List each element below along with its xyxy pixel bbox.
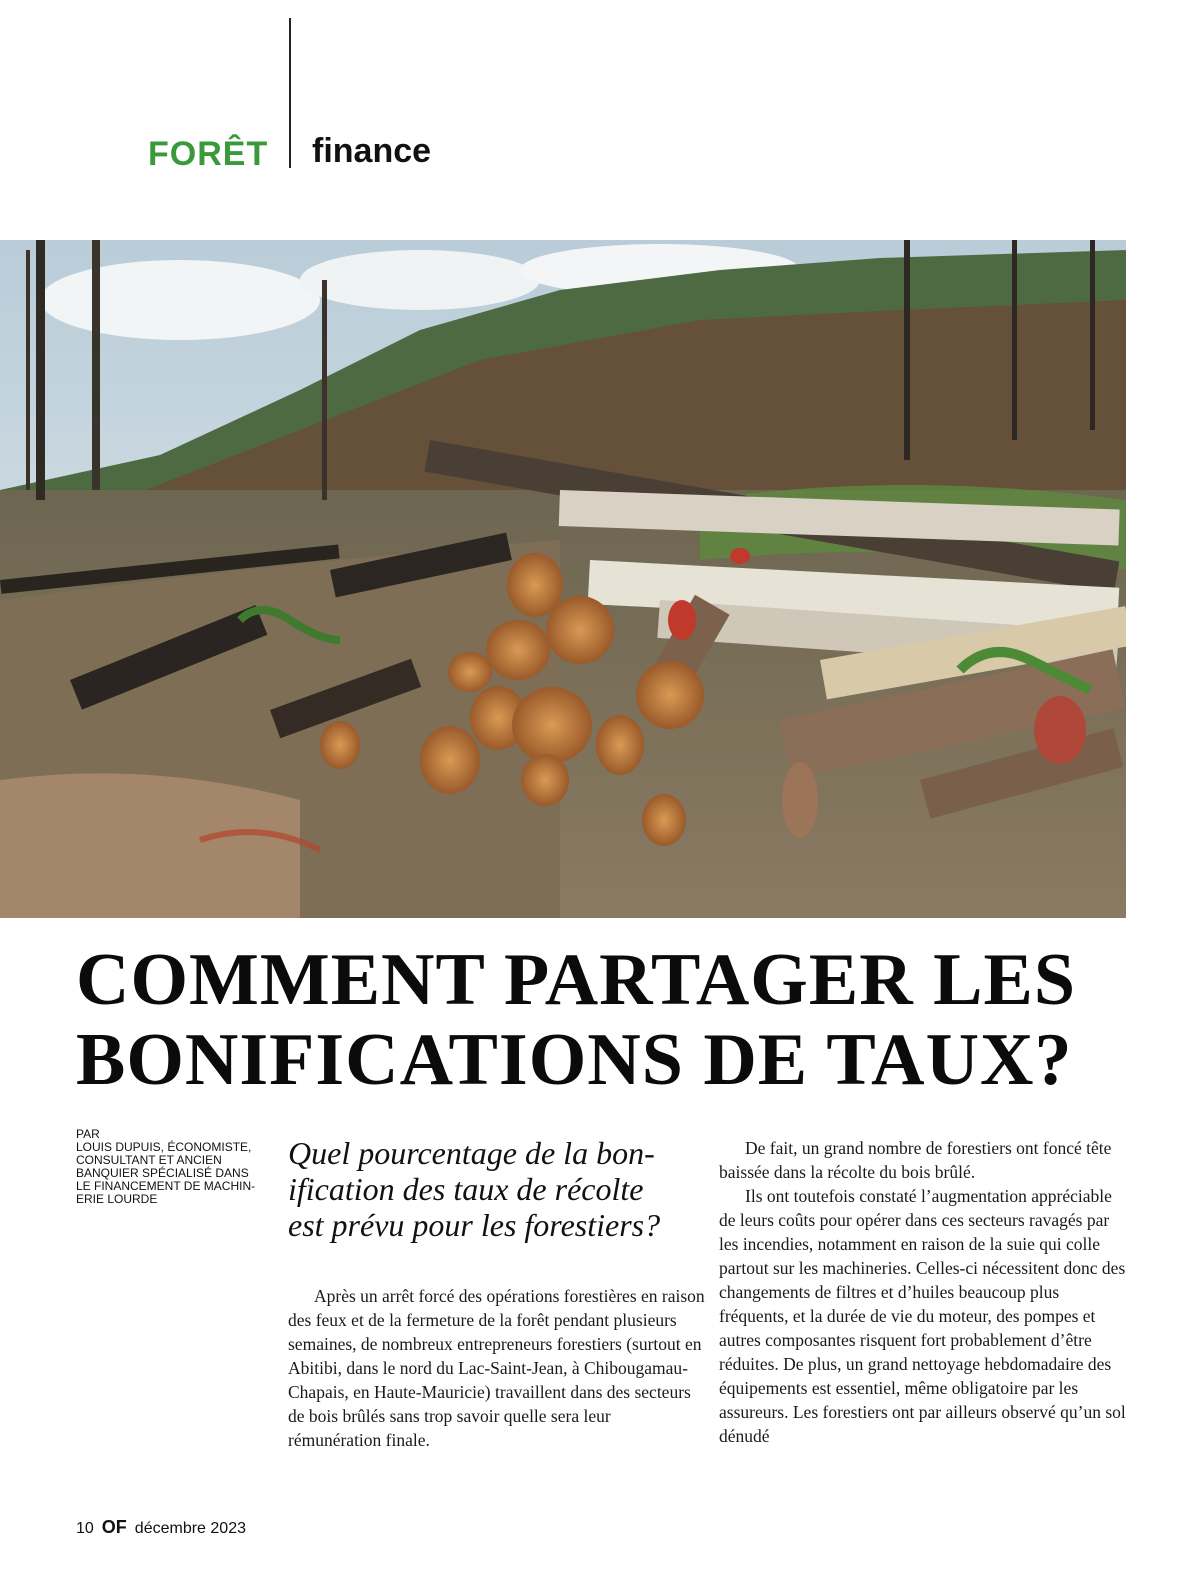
byline-line-4: LE FINANCEMENT DE MACHIN- [76, 1179, 256, 1193]
body-paragraph-3: Ils ont toutefois constaté l’augmentation appréciable de leurs coûts pour opérer dans ces secteurs ravagés par les incendies, notamment en raison de la suie qui colle partout sur les machineries. Celles-ci nécessitent donc des changements de filtres et d’huiles beaucoup plus fréquents, et la durée de vie du moteur, des pompes et autres composantes risquent fort probablement d’être réduites. De plus, un grand nettoyage hebdomadaire des équipements est essentiel, même obligatoire par les assureurs. Les forestiers ont par ailleurs observé qu’un sol dénudé [719, 1186, 1126, 1446]
deck-line-1: Quel pourcentage de la bon- [288, 1135, 655, 1171]
body-paragraph-2: De fait, un grand nombre de forestiers ont foncé tête baissée dans la récolte du bois brûlé. [719, 1138, 1112, 1182]
article-deck [288, 1135, 708, 1243]
byline-by: PAR [76, 1127, 100, 1141]
body-column-right [719, 1136, 1129, 1448]
byline-line-3: BANQUIER SPÉCIALISÉ DANS [76, 1166, 249, 1180]
byline-line-5: ERIE LOURDE [76, 1192, 158, 1206]
page-number: 10 [76, 1520, 94, 1537]
section-header [148, 132, 268, 176]
header-divider [289, 18, 291, 168]
byline [76, 1128, 276, 1206]
article-photo [0, 240, 1126, 918]
article-title-line-2: BONIFICATIONS DE TAUX? [76, 1019, 1073, 1101]
body-paragraph-1: Après un arrêt forcé des opérations forestières en raison des feux et de la fermeture de la forêt pendant plusieurs semaines, de nombreux entrepreneurs forestiers (surtout en Abitibi, dans le nord du Lac-Saint-Jean, à Chibougamau-Chapais, en Haute-Mauricie) travaillent dans des secteurs de bois brûlés sans trop savoir quelle sera leur rémunération finale. [288, 1286, 705, 1450]
section-name: FORÊT [148, 134, 269, 173]
article-title-line-1: COMMENT PARTAGER LES [76, 939, 1077, 1021]
magazine-logo: OF [101, 1517, 127, 1537]
section-subtitle: finance [312, 132, 432, 170]
issue-date: décembre 2023 [134, 1520, 246, 1537]
byline-line-1: LOUIS DUPUIS, ÉCONOMISTE, [76, 1140, 252, 1154]
deck-line-3: est prévu pour les forestiers? [288, 1207, 661, 1243]
body-column-middle [288, 1284, 706, 1452]
deck-line-2: ification des taux de récolte [288, 1171, 644, 1207]
article-title [76, 940, 1136, 1100]
byline-line-2: CONSULTANT ET ANCIEN [76, 1153, 222, 1167]
page-footer [76, 1517, 246, 1538]
